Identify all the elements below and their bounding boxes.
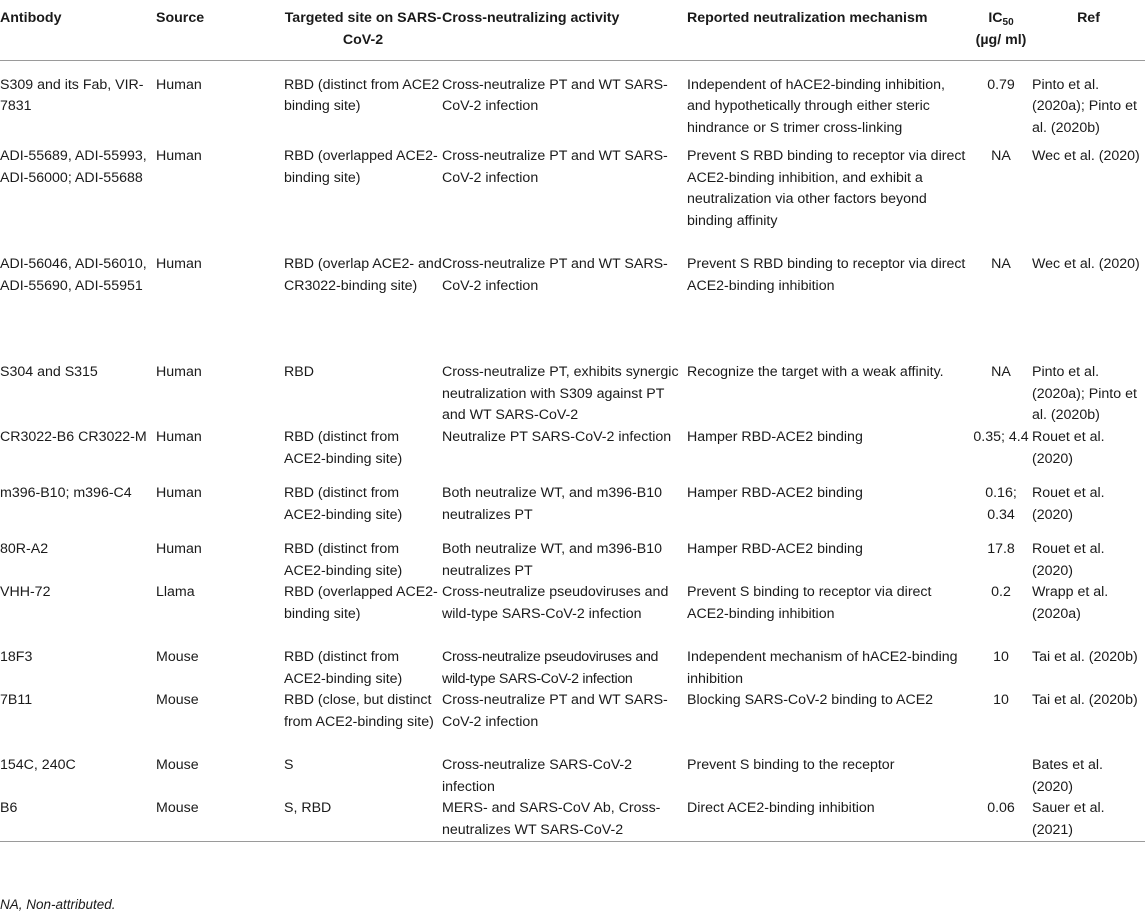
cell-source: Human: [156, 256, 202, 272]
cell-mechanism: Blocking SARS-CoV-2 binding to ACE2: [687, 692, 934, 708]
cell-mechanism: Prevent S RBD binding to receptor via direct ACE2-binding inhibition, and exhibit a neutralization via other factors beyond binding affinity: [687, 148, 966, 229]
cell-ref: Tai et al. (2020b): [1032, 692, 1138, 708]
cell-ref: Sauer et al. (2021): [1032, 800, 1105, 838]
cell-cross: Neutralize PT SARS-CoV-2 infection: [442, 429, 672, 445]
cell-site: RBD (distinct from ACE2-binding site): [284, 485, 403, 523]
cell-cross: Cross-neutralize PT and WT SARS-CoV-2 infection: [442, 256, 668, 294]
cell-ref: Rouet et al. (2020): [1032, 485, 1105, 523]
cell-ic50: 0.2: [991, 584, 1011, 600]
header-mechanism: Reported neutralization mechanism: [687, 10, 928, 26]
header-source: Source: [156, 10, 205, 26]
cell-source: Human: [156, 541, 202, 557]
cell-cross: Cross-neutralize SARS-CoV-2 infection: [442, 757, 633, 795]
cell-ref: Wec et al. (2020): [1032, 256, 1140, 272]
cell-mechanism: Direct ACE2-binding inhibition: [687, 800, 875, 816]
cell-cross: Cross-neutralize PT, exhibits synergic neutralization with S309 against PT and WT SARS-CoV-2: [442, 364, 679, 423]
cell-site: RBD (distinct from ACE2-binding site): [284, 541, 403, 579]
table-row: [0, 798, 1145, 842]
cell-ref: Wec et al. (2020): [1032, 148, 1140, 164]
cell-antibody: VHH-72: [0, 584, 51, 600]
cell-cross: Cross-neutralize pseudoviruses and wild-type SARS-CoV-2 infection: [442, 584, 669, 622]
table-row: [0, 647, 1145, 690]
cell-mechanism: Prevent S RBD binding to receptor via direct ACE2-binding inhibition: [687, 256, 966, 294]
table-row: [0, 582, 1145, 647]
cell-mechanism: Recognize the target with a weak affinity.: [687, 364, 944, 380]
cell-antibody: 80R-A2: [0, 541, 49, 557]
cell-ref: Tai et al. (2020b): [1032, 649, 1138, 665]
footnote: NA, Non-attributed.: [0, 897, 116, 912]
cell-source: Human: [156, 364, 202, 380]
cell-ic50: NA: [991, 148, 1011, 164]
cell-site: RBD: [284, 364, 314, 380]
cell-ref: Rouet et al. (2020): [1032, 541, 1105, 579]
cell-ic50: 10: [993, 692, 1009, 708]
cell-cross: Cross-neutralize PT and WT SARS-CoV-2 infection: [442, 692, 668, 730]
cell-ic50: 17.8: [987, 541, 1015, 557]
cell-ic50: NA: [991, 256, 1011, 272]
cell-antibody: ADI-55689, ADI-55993, ADI-56000; ADI-55688: [0, 148, 147, 186]
cell-source: Mouse: [156, 649, 199, 665]
cell-site: RBD (overlap ACE2- and CR3022-binding site): [284, 256, 442, 294]
cell-mechanism: Independent of hACE2-binding inhibition, and hypothetically through either steric hindrance or S trimer cross-linking: [687, 76, 945, 136]
cell-source: Human: [156, 148, 202, 164]
cell-antibody: S309 and its Fab, VIR-7831: [0, 76, 144, 114]
cell-antibody: m396-B10; m396-C4: [0, 485, 132, 501]
table-row: [0, 146, 1145, 254]
cell-site: RBD (close, but distinct from ACE2-binding site): [284, 692, 434, 730]
table-row: [0, 362, 1145, 427]
cell-ic50: 10: [993, 649, 1009, 665]
cell-cross: MERS- and SARS-CoV Ab, Cross-neutralizes WT SARS-CoV-2: [442, 800, 661, 838]
header-antibody: Antibody: [0, 10, 62, 26]
cell-ic50: NA: [991, 364, 1011, 380]
cell-site: S, RBD: [284, 800, 332, 816]
cell-mechanism: Hamper RBD-ACE2 binding: [687, 485, 863, 501]
cell-source: Mouse: [156, 757, 199, 773]
header-ref: Ref: [1077, 10, 1100, 26]
table-row: [0, 427, 1145, 483]
cell-antibody: 7B11: [0, 692, 33, 708]
cell-ic50: 0.16; 0.34: [985, 485, 1017, 523]
cell-ref: Wrapp et al. (2020a): [1032, 584, 1109, 622]
cell-antibody: CR3022-B6 CR3022-M: [0, 429, 147, 445]
header-site: Targeted site on SARS-CoV-2: [284, 10, 442, 48]
cell-source: Human: [156, 485, 202, 501]
cell-ic50: 0.79: [987, 76, 1015, 93]
table-row: [0, 690, 1145, 755]
cell-cross: Cross-neutralize PT and WT SARS-CoV-2 infection: [442, 148, 668, 186]
cell-cross: Both neutralize WT, and m396-B10 neutralizes PT: [442, 541, 663, 579]
cell-antibody: ADI-56046, ADI-56010, ADI-55690, ADI-55951: [0, 256, 147, 294]
cell-ref: Pinto et al. (2020a); Pinto et al. (2020b): [1032, 364, 1137, 423]
cell-mechanism: Hamper RBD-ACE2 binding: [687, 541, 863, 557]
header-row: [0, 0, 1145, 60]
cell-antibody: 154C, 240C: [0, 757, 76, 773]
cell-source: Mouse: [156, 800, 199, 816]
cell-site: RBD (distinct from ACE2-binding site): [284, 429, 403, 467]
cell-site: RBD (distinct from ACE2 binding site): [284, 76, 440, 114]
cell-source: Human: [156, 76, 202, 93]
cell-site: RBD (overlapped ACE2-binding site): [284, 148, 438, 186]
cell-antibody: 18F3: [0, 649, 33, 665]
table-row: [0, 254, 1145, 362]
cell-ref: Rouet et al. (2020): [1032, 429, 1105, 467]
cell-mechanism: Independent mechanism of hACE2-binding inhibition: [687, 649, 958, 687]
cell-antibody: B6: [0, 800, 18, 816]
cell-cross: Both neutralize WT, and m396-B10 neutralizes PT: [442, 485, 663, 523]
table-row: [0, 755, 1145, 798]
cell-ref: Pinto et al. (2020a); Pinto et al. (2020b): [1032, 76, 1137, 136]
cell-ic50: [970, 755, 1032, 798]
header-cross: Cross-neutralizing activity: [442, 10, 620, 26]
cell-ic50: 0.06: [987, 800, 1015, 816]
cell-cross: Cross-neutralize pseudoviruses and wild-type SARS-CoV-2 infection: [442, 649, 659, 687]
cell-mechanism: Hamper RBD-ACE2 binding: [687, 429, 863, 445]
header-ic50: $IC_{50}$ (µg/ ml): [975, 10, 1027, 48]
cell-site: S: [284, 757, 294, 773]
cell-source: Mouse: [156, 692, 199, 708]
table-row: [0, 539, 1145, 582]
cell-ref: Bates et al. (2020): [1032, 757, 1103, 795]
cell-cross: Cross-neutralize PT and WT SARS-CoV-2 infection: [442, 76, 668, 114]
cell-source: Llama: [156, 584, 195, 600]
cell-mechanism: Prevent S binding to the receptor: [687, 757, 895, 773]
cell-antibody: S304 and S315: [0, 364, 98, 380]
cell-site: RBD (distinct from ACE2-binding site): [284, 649, 403, 687]
table-row: [0, 60, 1145, 146]
cell-site: RBD (overlapped ACE2-binding site): [284, 584, 438, 622]
cell-source: Human: [156, 429, 202, 445]
table-row: [0, 483, 1145, 539]
cell-mechanism: Prevent S binding to receptor via direct ACE2-binding inhibition: [687, 584, 932, 622]
cell-ic50: 0.35; 4.4: [973, 429, 1029, 445]
